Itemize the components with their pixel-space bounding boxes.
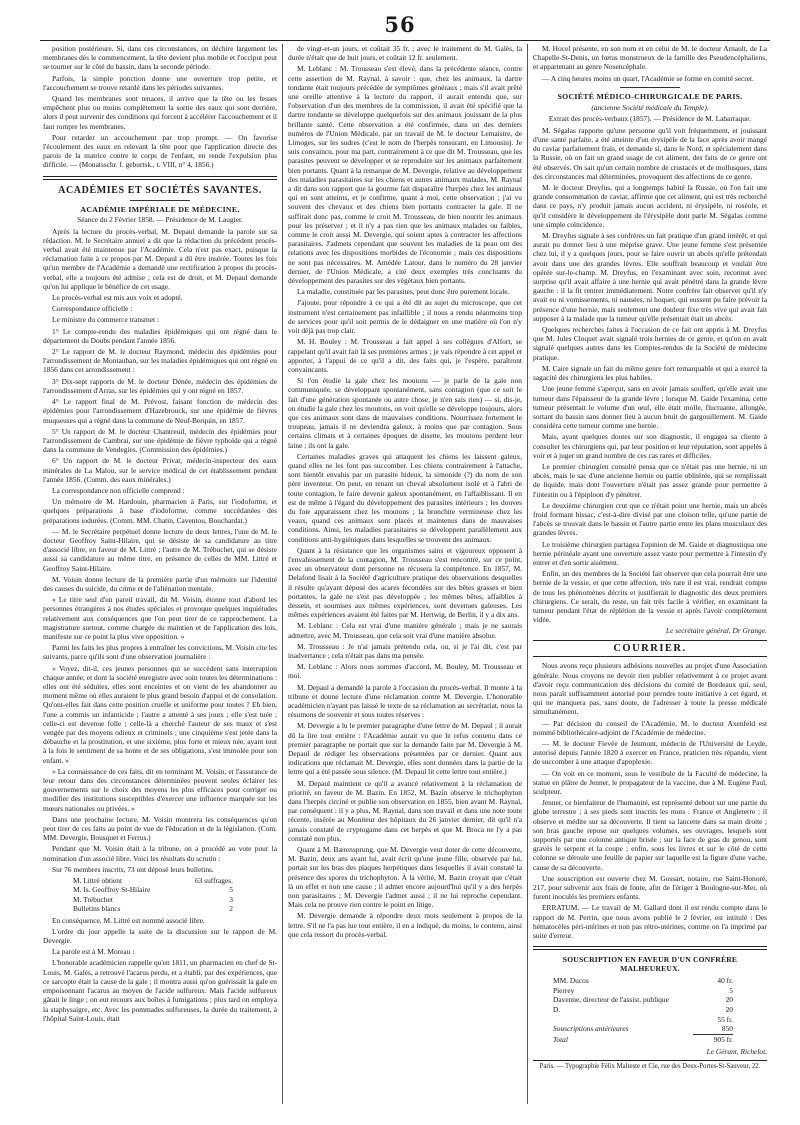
- paragraph: M. Dreyfus signale à ses confrères un fait pratique d'un grand intérêt, et qui aurait pu donner lieu à une méprise grave. Une jeune femme s'est présentée chez lui, il y a quelques jours, pour se faire ouvrir un abcès qu'elle prétendait avoir dans une des grandes lèvres. Elle souffrait beaucoup et voulait être opérée sur-le-champ. M. Dreyfus, en l'examinant avec soin, reconnut avec surprise qu'il avait affaire à une hernie qui avait pénétré dans la grande lèvre gauche : il la fit rentrer immédiatement. Notre confrère fait observer qu'il n'y avait eu ni vomissements, ni nausées, ni hoquet, qui eussent pu faire prévoir la présence d'une hernie, mais seulement une douleur fixe très vive qui avait fait supposer à la malade que la tumeur qu'elle présentait était un abcès.: [533, 231, 767, 323]
- subscription-previous-row: [553, 1024, 733, 1034]
- subscription-title: SOUSCRIPTION EN FAVEUR D'UN CONFRÈRE MALHEUREUX.: [562, 955, 738, 974]
- paragraph: 4° Le rapport final de M. Prévost, faisant fonction de médecin des épidémies pour l'arrondissement d'Hazebrouck, sur une épidémie de fièvres muqueuses qui a régné dans la commune de Neuf-Berquin, en 1857.: [43, 397, 277, 425]
- subscription-subtotal-row: [553, 1015, 733, 1025]
- subscription-row: [553, 986, 733, 996]
- vote-name: M. Trébuchet: [73, 894, 113, 904]
- vote-table: [73, 876, 233, 914]
- subscription-amount: 20: [725, 1005, 733, 1015]
- vote-intro: [43, 844, 277, 874]
- paragraph: Nous avons reçu plusieurs adhésions nouvelles au projet d'une Association générale. Nous croyons ne devoir rien publier relativement à ce projet avant d'avoir reçu communication des décisions du comité de Bordeaux qui, seul, nous paraît suffisamment autorisé pour prendre toute initiative à cet égard, et qui ne manquera pas, sans doute, de l'adresser à toute la presse médicale simultanément.: [533, 661, 767, 717]
- paragraph: ERRATUM. — Le travail de M. Gallard dont il est rendu compte dans le rapport de M. Perrin, que nous avons publié le 2 février, est intitulé : Des hématocèles péri-utérines et non pas rétro-utérines, comme on l'a imprimé par suite d'erreur.: [533, 903, 767, 941]
- subscription-row: [553, 995, 733, 1005]
- paragraph: de vingt-et-un jours, et coûtait 35 fr. ; avec le traitement de M. Galès, la durée n'était que de huit jours, et coûtait 12 fr. seulement.: [288, 44, 522, 63]
- col3-intro: [533, 44, 767, 83]
- gerant-signature: Le Gérant, Richelot.: [706, 1047, 767, 1057]
- paragraph: M. Devergie a lu le premier paragraphe d'une lettre de M. Depaul ; il aurait dû la lire tout entière : l'Académie aurait vu que le refus contenu dans ce premier paragraphe ne portait que sur la demande faite par M. Devergie à M. Depaul de rédiger les observations présentées par ce dernier. Quant aux indications que réclamait M. Devergie, elles sont données dans la partie de la lettre qui a été passée sous silence. (M. Depaul lit cette lettre tout entière.): [288, 721, 522, 777]
- society-extract: Extrait des procès-verbaux (1857). — Présidence de M. Labarraque.: [548, 113, 752, 123]
- section-rule: [533, 946, 767, 950]
- short-rule: [130, 200, 190, 201]
- section-rule: [43, 176, 277, 180]
- columns: [40, 44, 770, 1104]
- subscription-total-amount: 905 fr.: [713, 1034, 733, 1044]
- subscription-name: Pierrey: [553, 985, 575, 995]
- society-title: SOCIÉTÉ MÉDICO-CHIRURGICALE DE PARIS.: [557, 91, 743, 101]
- paragraph: M. Trousseau : Je n'ai jamais prétendu cela, ou, si je l'ai dit, c'est par inadvertance ; cela n'était pas dans ma pensée.: [288, 641, 522, 660]
- page-number: 56: [384, 12, 416, 37]
- subscription-previous-label: Souscriptions antérieures: [553, 1024, 629, 1034]
- paragraph: Parmi les faits les plus propres à entraîner les convictions, M. Voisin cite les suivants, parce qu'ils sont d'une observation journalière :: [43, 643, 277, 662]
- paragraph: Quelques recherches faites à l'occasion de ce fait ont appris à M. Dreyfus que M. Jules Cloquet avait signalé trois hernies de ce genre, et qu'on en avait signalé quelques autres dans les Comptes-rendus de la Société de médecine pratique.: [533, 325, 767, 362]
- subscription-name: MM. Ducos: [553, 976, 589, 986]
- paragraph: M. Devergie demande à répondre deux mots seulement à propos de la lettre. S'il ne l'a pas lue tout entière, il en a indiqué, du moins, le contenu, ainsi que cela ressort du procès-verbal.: [288, 911, 522, 939]
- paragraph: M. Voisin donne lecture de la première partie d'un mémoire sur l'identité des causes du suicide, du crime et de l'aliénation mentale.: [43, 574, 277, 593]
- section-title: ACADÉMIES ET SOCIÉTÉS SAVANTES.: [58, 184, 262, 196]
- vote-count: 5: [229, 885, 233, 895]
- paragraph: Une jeune femme s'aperçut, sans en avoir jamais souffert, qu'elle avait une tumeur dans l'épaisseur de la grande lèvre ; lorsque M. Gaide l'examina, cette tumeur présentait le volume d'un œuf, elle était molle, fluctuante, allongée, sortant du bassin sans donner lieu à aucun bruit de gargouillement. M. Gaide considéra cette tumeur comme une hernie.: [533, 384, 767, 431]
- column-divider: [525, 44, 530, 1104]
- paragraph: Si l'on étudie la gale chez les moutons — je parle de la gale non communiquée, se développant spontanément, sans contagion (que ce soit le fait d'une génération spontanée ou autre chose, je n'en sais rien) — si, dis-je, on étudie la gale chez les moutons, on voit qu'elle se développe toujours, alors que ces animaux sont dans de mauvaises conditions. Nourrissez fortement le troupeau, jamais il ne deviendra galeux, à moins que par contagion. Sous certains climats et à certaines époques de disette, les moutons perdent leur laine ; ils ont la gale.: [288, 376, 522, 450]
- paragraph: La maladie, constituée par les parasites, peut donc être purement locale.: [297, 287, 510, 297]
- paragraph: J'ajoute, pour répondre à ce qui a été dit au sujet du microscope, que cet instrument n'est certainement pas infaillible ; il nous a rendu néanmoins trop de services pour qu'il soit permis de le dédaigner en une matière où l'on n'y voit déjà pas trop clair.: [288, 298, 522, 336]
- courrier-text: [533, 661, 767, 940]
- paragraph: Sur 76 membres inscrits, 73 ont déposé leurs bulletins.: [52, 864, 214, 874]
- paragraph: M. Ségalas rapporte qu'une personne qu'il voit fréquemment, et jouissant d'une santé parfaite, a été atteinte d'un érysipèle de la face après avoir mangé du caviar parfaitement frais, et demande si, dans le Nord, et spécialement dans la Russie, où on fait un grand usage de cet aliment, des faits de ce genre ont été observés. On sait qu'un certain nombre de crustacés et de mollusques, dans des circonstances mal déterminées, provoquent des affections de ce genre.: [533, 125, 767, 181]
- voisin-memoir: [43, 575, 277, 843]
- paragraph: M. H. Bouley : M. Trousseau a fait appel à ses collègues d'Alfort, se rappelant qu'il avait fait là ses premières armes ; je vais répondre à cet appel et apporter, à l'appui de ce qu'il a dit, des faits qui, je l'espère, paraîtront convaincants.: [288, 337, 522, 374]
- vote-count: 2: [229, 904, 233, 914]
- paragraph: L'honorable académicien rappelle qu'en 1811, un pharmacien en chef de St-Louis, M. Galès, a retrouvé l'acarus perdu, et a établi, par des expériences, que ce sarcopte était la cause de la gale ; il montra aussi qu'on guérissait la gale en empoisonnant l'acarus au moyen de l'acide sulfureux. Mais l'acide sulfureux gâtait le linge ; on eut recours aux boîtes à fumigations ; plus tard on employa la staphysaigre, etc. Avec les pommades sulfureuses, la durée du traitement, à l'hôpital Saint-Louis, était: [43, 958, 277, 1023]
- paragraph: Quand les membranes sont tenaces, il arrive que la tête ou les fesses empêchent plus ou moins complètement la sortie des eaux qui sont derrière, alors il peut survenir des conditions qui forcent à accélérer l'accouchement et il faut rompre les membranes.: [43, 94, 277, 131]
- subscription-amount: 5: [729, 985, 733, 995]
- column-2: [285, 44, 525, 1104]
- paragraph: L'ordre du jour appelle la suite de la discussion sur le rapport de M. Devergie.: [43, 926, 277, 946]
- paragraph: Enfin, un des membres de la Société fait observer que cela pourrait être une hernie de la vessie, et que cette affection, très rare il est vrai, rendrait compte de tous les phénomènes décrits et justifierait le diagnostic des deux premiers chirurgiens. Ce serait, du reste, un fait très facile à vérifier, en examinant la tumeur pendant l'état de réplétion de la vessie et après l'avoir complètement vidée.: [533, 569, 767, 625]
- paragraph: M. Depaul a demandé la parole à l'occasion du procès-verbal. Il monte à la tribune et donne lecture d'une réclamation contre M. Devergie. L'honorable académicien n'ayant pas laissé le texte de sa réclamation au secrétariat, nous la résumons de souvenir et sous toutes réserves :: [288, 682, 522, 720]
- subscription-amount: 20: [725, 995, 733, 1005]
- society-subtitle: (ancienne Société médicale du Temple).: [591, 102, 709, 112]
- subscription-total-row: [553, 1035, 733, 1045]
- paragraph: Le deuxième chirurgien crut que ce n'était point une hernie, mais un abcès froid formant bissac, c'est-à-dire divisé par une cloison telle, qu'une partie de l'abcès se trouvait dans le bassin et l'autre partie entre les plans musculaux des grandes lèvres.: [533, 500, 767, 538]
- subscription-row: [553, 1005, 733, 1015]
- vote-name: M. Is. Geoffroy St-Hilaire: [73, 885, 151, 895]
- paragraph: « Le titre seul d'un pareil travail, dit M. Voisin, étonne tout d'abord les personnes étrangères à nos études spéciales et provoque quelques inquiétudes relativement aux conséquences que l'on peut tirer de ce rapprochement. La magistrature surtout, comme chargée du maintien et de l'application des lois, manifeste sur ce point la plus vive opposition. »: [43, 595, 277, 641]
- paragraph: Dans une prochaine lecture, M. Voisin montrera les conséquences qu'on peut tirer de ces faits au point de vue de l'éducation et de la législation. (Com. MM. Devergie, Bousquet et Ferrus.): [43, 814, 277, 843]
- society-signature: Le secrétaire général, Dr Grange.: [665, 626, 767, 636]
- subscription-previous-amount: 850: [721, 1024, 733, 1034]
- society-text: [533, 126, 767, 625]
- paragraph: Après la lecture du procès-verbal, M. Depaul demande la parole sur sa rédaction. M. le Secrétaire annuel a dit que la rédaction du précédent procès-verbal avait été maintenue par l'Académie. Cela n'est pas exact, puisque la réclamation faite à ce propos par M. Depaul a dû être insérée. Toutes les fois qu'un membre de l'Académie a demandé une rectification à propos du procès-verbal, elle a toujours été admise ; cela est de droit, et M. Depaul demande qu'on lui applique le bénéfice de cet usage.: [43, 226, 277, 291]
- correspondence-heading: Correspondance officielle :: [52, 304, 133, 314]
- paragraph: 2° Le rapport de M. le docteur Raymond, médecin des épidémies pour l'arrondissement de Montauban, sur les maladies épidémiques qui ont régné en 1856 dans cet arrondissement :: [43, 347, 277, 375]
- vote-count: 63 suffrages.: [194, 876, 233, 886]
- paragraph: La parole est à M. Moreau :: [52, 947, 135, 957]
- header-rule: [40, 40, 770, 41]
- vote-row: [73, 885, 233, 894]
- vote-name: M. Littré obtient: [73, 876, 123, 886]
- subscription-row: [553, 976, 733, 986]
- column-3: [530, 44, 770, 1104]
- minutes: [43, 227, 277, 303]
- paragraph: La correspondance non officielle comprend :: [52, 485, 185, 495]
- paragraph: Pendant que M. Voisin était à la tribune, on a procédé au vote pour la nomination d'un associé libre. Voici les résultats du scrutin :: [43, 844, 277, 863]
- paragraph: M. Depaul maintient ce qu'il a avancé relativement à la réclamation de priorité, en faveur de M. Bazin. En 1852, M. Bazin observe le trichophyton dans l'herpès circiné et publie son observation en 1855, bien avant M. Raynal, par conséquent : il y a plus, M. Raynal, dans son travail et dans une note toute récente, insérée au Moniteur des hôpitaux du 26 janvier dernier, dit qu'il n'a jamais constaté de cryptogame dans cet herpès et que M. Broca ne l'y a pas constaté non plus.: [288, 778, 522, 843]
- paragraph: — M. le docteur Fievée de Jeumont, médecin de l'Université de Leyde, autorisé depuis l'année 1820 à exercer en France, praticien très répandu, vient de succomber à une attaque d'apoplexie.: [533, 739, 767, 767]
- vote-result: En conséquence, M. Littré est nommé associé libre.: [52, 915, 205, 925]
- paragraph: Le procès-verbal est mis aux voix et adopté.: [52, 293, 183, 303]
- vote-count: 3: [229, 894, 233, 904]
- paragraph: Une souscription est ouverte chez M. Gossart, notaire, rue Saint-Honoré, 217, pour subvenir aux frais de fonte, afin de l'ériger à Boulogne-sur-Mer, où furent inoculés les premiers enfants.: [533, 873, 767, 902]
- paragraph: Le troisième chirurgien partagea l'opinion de M. Gaide et diagnostiqua une hernie périnéale ayant une ouverture assez vaste pour permettre à l'intestin d'y entrer et d'en sortir aisément.: [533, 539, 767, 567]
- paragraph: Le ministre du commerce transmet :: [52, 315, 159, 325]
- col2-text: [288, 44, 522, 939]
- column-1: [40, 44, 280, 1104]
- vote-name: Bulletins blancs: [73, 904, 121, 914]
- column-divider: [280, 44, 285, 1104]
- paragraph: 5° Un rapport de M. le docteur Chantreuil, médecin des épidémies pour l'arrondissement de Cambrai, sur une épidémie de fièvre typhoïde qui a régné dans la commune de Vendegies. (Commission des épidémies.): [43, 426, 277, 455]
- subscription-subtotal: 55 fr.: [717, 1014, 733, 1024]
- paragraph: M. le docteur Dreyfus, qui a longtemps habité la Russie, où l'on fait une grande consommation de caviar, affirme que cet aliment, qui est très recherché dans ce pays, n'y produit jamais aucun accident, ni érysipèle, ni roséole, et qu'il considère le développement de l'érysipèle dont parle M. Ségalas comme une simple coïncidence.: [533, 183, 767, 229]
- correspondence-items: [43, 315, 277, 572]
- paragraph: Mais, ayant quelques doutes sur son diagnostic, il engagea sa cliente à consulter les chirurgiens qui, par leur position et leur réputation, sont appelés à voir et à juger un grand nombre de ces cas rares et difficiles.: [533, 432, 767, 460]
- paragraph: Quant à M. Bærensprung, que M. Devergie veut doter de cette découverte, M. Bazin, deux ans avant lui, avait écrit qu'une jeune fille, observée par lui, portait sur les bras des plaques herpétiques dans lesquelles il avait constaté la présence des spores du trichophyton. À la vérité, M. Bazin croyait que c'était là un effet et non une cause ; il admet encore aujourd'hui qu'il y a des herpès non parasitaires ; M. Devergie l'admet aussi ; il ne lui reproche cependant. Mais cela ne prouve rien contre le point en litige.: [288, 845, 522, 910]
- paragraph: Certaines maladies graves qui attaquent les chiens les laissent galeux, quand elles ne les font pas succomber. Les chiens contrairement à l'attache, sont hientôt envahis par un parasite hideux, la simonide (?) du nom de son père inventeur. On peut, en tenant un cheval absolument isolé et à l'abri de toute contagion, le faire devenir galeux spontanément, en l'affaiblissant. Il en est de même à l'égard du développement des parasites intérieurs ; les douves du foie apparaissent chez les moutons ; la bronchite vermineuse chez les veaux, quand ces animaux sont placés et maintenus dans de mauvaises conditions. Ainsi, les maladies parasitaires se développent parallèlement aux conditions anti-hygiéniques dans lesquelles se trouvent des animaux.: [288, 451, 522, 544]
- paragraph: — On voit en ce moment, sous le vestibule de la Faculté de médecine, la statue en plâtre de Jenner, le propagateur de la vaccine, due à M. Eugène Paul, sculpteur.: [533, 768, 767, 797]
- paragraph: 6° Un rapport de M. le docteur Privat, médecin-inspecteur des eaux minérales de La Malou, sur le service médical de cet établissement pendant l'année 1856. (Comm. des eaux minérales.): [43, 456, 277, 484]
- academy-title: ACADÉMIE IMPÉRIALE DE MÉDECINE.: [80, 204, 240, 214]
- subscription-name: Davenne, directeur de l'assist. publique: [553, 995, 669, 1005]
- paragraph: Quant à la résistance que les organismes sains et vigoureux opposent à l'envahissement de la contagion, M. Trousseau s'est rencontré, sur ce point, avec un observateur dont personne ne récusera la compétence. En 1857, M. Delafond lisait à la Société d'agriculture pratique des observations desquelles il résulte qu'ayant déposé des acares fécondées sur des bêtes grasses et bien portantes, la gale ne s'est pas développée ; les mêmes bêtes, affaiblies à dessein, et soumises aux mêmes expériences, sont devenues galeuses. Les mêmes expériences avaient été faites par M. Hertwig, de Berlin, il y a dix ans.: [288, 545, 522, 620]
- paragraph: — Par décision du conseil de l'Académie, M. le docteur Axenfeld est nommé bibliothécaire-adjoint de l'Académie de médecine.: [533, 718, 767, 737]
- short-rule: [620, 87, 680, 88]
- vote-row: [73, 895, 233, 904]
- subscription-amount: 40 fr.: [717, 976, 733, 986]
- vote-row: [73, 904, 233, 913]
- paragraph: M. Leblanc : M. Trousseau s'est élevé, dans la précédente séance, contre cette assertion de M. Raynal, à savoir : que, chez les animaux, la dartre tondante était toujours précédée de symptômes généraux ; mais s'il avait prêté une oreille attentive à la lecture du rapport, il aurait entendu que, sur l'observation d'un des membres de la commission, il avait été spécifié que la dartre tondante se développe quelquefois sur des animaux jouissant de la plus brillante santé. Cette observation a été confirmée, dans un des derniers numéros de l'Union Médicale, par un travail de M. le docteur Lemaistre, de Limoges, sur les sudres (c'est le nom de l'herpès tonsurant, en Limousin). Je suis convaincu, pour ma part, contrairement à ce que dit M. Trousseau, que les parasites peuvent se développer et se reproduire sur les animaux parfaitement bien portants. Quant à la remarque de M. Devergie, relative au développement des maladies parasitaires sur les chiens et autres animaux malades, M. Raynal a dit dans son rapport que la gourme fait disparaître l'herpès chez les animaux qui en sont atteints, et je confirme, quant à moi, cette observation ; j'ai vu souvent des chevaux et des chiens bien portants contracter la gale. Il ne suffirait donc pas, comme le croit M. Trousseau, de bien nourrir les animaux pour les préserver ; et il n'y a pas rien que les animaux malades ou faibles, comme le croit aussi M. Devergie, qui soient aptes à contracter les affections parasitaires. J'admets cependant que souvent les maladies de la peau ont des relations avec les dispositions morbides de l'économie ; mais ces dispositions ne sont pas nécessaires. M. Amédée Latour, dans le numéro du 28 janvier dernier, de l'Union Médicale, a cité deux exemples très concluants du développement des parasites sur des végétaux bien portants.: [288, 64, 522, 286]
- subscription-list: [553, 976, 733, 1044]
- paragraph: 1° Le compte-rendu des maladies épidémiques qui ont régné dans le département du Doubs pendant l'année 1856.: [43, 326, 277, 345]
- paragraph: Pour retarder un accouchement par trop prompt. — On favorise l'écoulement des eaux en relevant la tête pour que l'application directe des parois de la matrice contre le corps de l'enfant, en rende l'expulsion plus difficile. — (Monatsschr. f. geburtsk., t. VIII, n° 4, 1856.): [43, 132, 277, 170]
- paragraph: M. Caire signale un fait du même genre fort remarquable et qui a exercé la sagacité des chirurgiens les plus habiles.: [533, 363, 767, 383]
- col1-intro: [43, 44, 277, 170]
- paragraph: M. Leblanc : Cela est vrai d'une manière générale ; mais je ne saurais admettre, avec M. Trousseau, que cela soit vrai d'une manière absolue.: [288, 621, 522, 640]
- paragraph: M. Leblanc : Alors nous sommes d'accord, M. Bouley, M. Trousseau et moi.: [288, 662, 522, 681]
- paragraph: — A cinq heures moins un quart, l'Académie se forme en comité secret.: [542, 73, 754, 83]
- paragraph: « La connaissance de ces faits, dit en terminant M. Voisin, et l'assurance de leur retour dans des circonstances déterminées peuvent seules éclairer les gouvernements sur le choix des moyens les plus efficaces pour corriger ou modifier des institutions susceptibles d'exercer une influence marquée sur les mœurs nationales ou privées. »: [43, 766, 277, 813]
- paragraph: Parfois, la simple ponction donne une ouverture trop petite, et l'accouchement se trouve retardé dans les périodes suivantes.: [43, 73, 277, 92]
- subscription-rows: [553, 976, 733, 1014]
- paragraph: M. Hocel présente, en son nom et en celui de M. le docteur Arnault, de La Chapelle-St-Denis, un fœtus monstrueux de la famille des Pseudencéphaliens, et appartenant au genre Nosencéphale.: [533, 44, 767, 72]
- seance-line: Séance du 2 Février 1858. — Présidence de M. Laugier.: [77, 214, 243, 224]
- subscription-total-label: Total: [553, 1034, 568, 1044]
- paragraph: Jenner, ce bienfaiteur de l'humanité, est représenté debout sur une partie du globe terrestre ; à ses pieds sont inscrits les mots : France et Angleterre ; il observe et médite sur sa découverte. Il tient sa lancette dans sa main droite ; son bras gauche repose sur quelques volumes, ses ouvrages, lesquels sont supportés par une colonne antique brisée ; sur la face de gras du genou, sont gravés le serpent et la coupe ; enfin, sous les livres et sur le côté de cette colonne se déroule une feuille de papier sur laquelle est la figure d'une vache, cause de sa découverte.: [533, 798, 767, 872]
- vote-row: [73, 876, 233, 885]
- paragraph: Un mémoire de M. Hardouin, pharmacien à Paris, sur l'iodoforme, et quelques préparations à base d'iodoforme, comme succédanées des préparations iodurées. (Comm. MM. Chatin, Caventou, Bouchardat.): [43, 497, 277, 525]
- paragraph: — M. le Secrétaire perpétuel donne lecture de deux lettres, l'une de M. le docteur Geoffroy Saint-Hilaire, qui se désiste de sa candidature au titre d'associé libre, en faveur de M. Littré ; l'autre de M. Trébuchet, qui se désiste aussi sa candidature au même titre, en présence de celles de MM. Littré et Geoffroy Saint-Hilaire.: [43, 526, 277, 573]
- subscription-name: D.: [553, 1005, 561, 1015]
- paragraph: « Voyez, dit-il, ces jeunes personnes qui se succèdent sans interruption chaque année, et dont la société enregistre avec soin toutes les déterminations : elles ont été séduites, elles sont enceintes et on vient de les abandonner au moment même où elles auraient le plus grand besoin d'appui et de consolation. Qu'ont-elles fait dans cette position cruelle et uniforme pour toutes ? Eh bien, l'une a commis un infanticide ; l'autre a attenté à ses jours ; elle s'est tuée ; celle-ci est devenue folle ; celle-là a cherché l'auteur de ses maux et s'est vengée par des moyens odieux et criminels ; une cinquième s'est jetée dans la débauche et la prostitution, et une sixième, plus forte et mieux née, ayant tout à la fois le sentiment de sa honte et de ses obligations, s'est immolée pour son enfant. »: [43, 663, 277, 765]
- courrier-title: COURRIER.: [533, 640, 767, 657]
- paragraph: Le premier chirurgien consulté pensa que ce n'était pas une hernie, ni un abcès, mais le sac d'une ancienne hernie ou partie oblitérée, qui se remplissait de liquide, mais dont l'ouverture n'était pas assez grande pour permettre à l'intestin ou à l'épiploon d'y pénétrer.: [533, 461, 767, 499]
- paragraph: 3° Dix-sept rapports de M. le docteur Dénée, médecin des épidémies de l'arrondissement d'Arras, sur les épidémies qui y ont régné en 1857.: [43, 376, 277, 395]
- order-of-day: [43, 927, 277, 1023]
- paragraph: position postérieure. Si, dans ces circonstances, on déchire largement les membranes dès le commencement, la tête devient plus mobile et l'occiput peut se tourner sur le côté du bassin, dans la seconde période.: [43, 44, 277, 72]
- imprint: Paris. — Typographie Félix Malteste et Cie, rue des Deux-Portes-St-Sauveur, 22.: [533, 1060, 767, 1070]
